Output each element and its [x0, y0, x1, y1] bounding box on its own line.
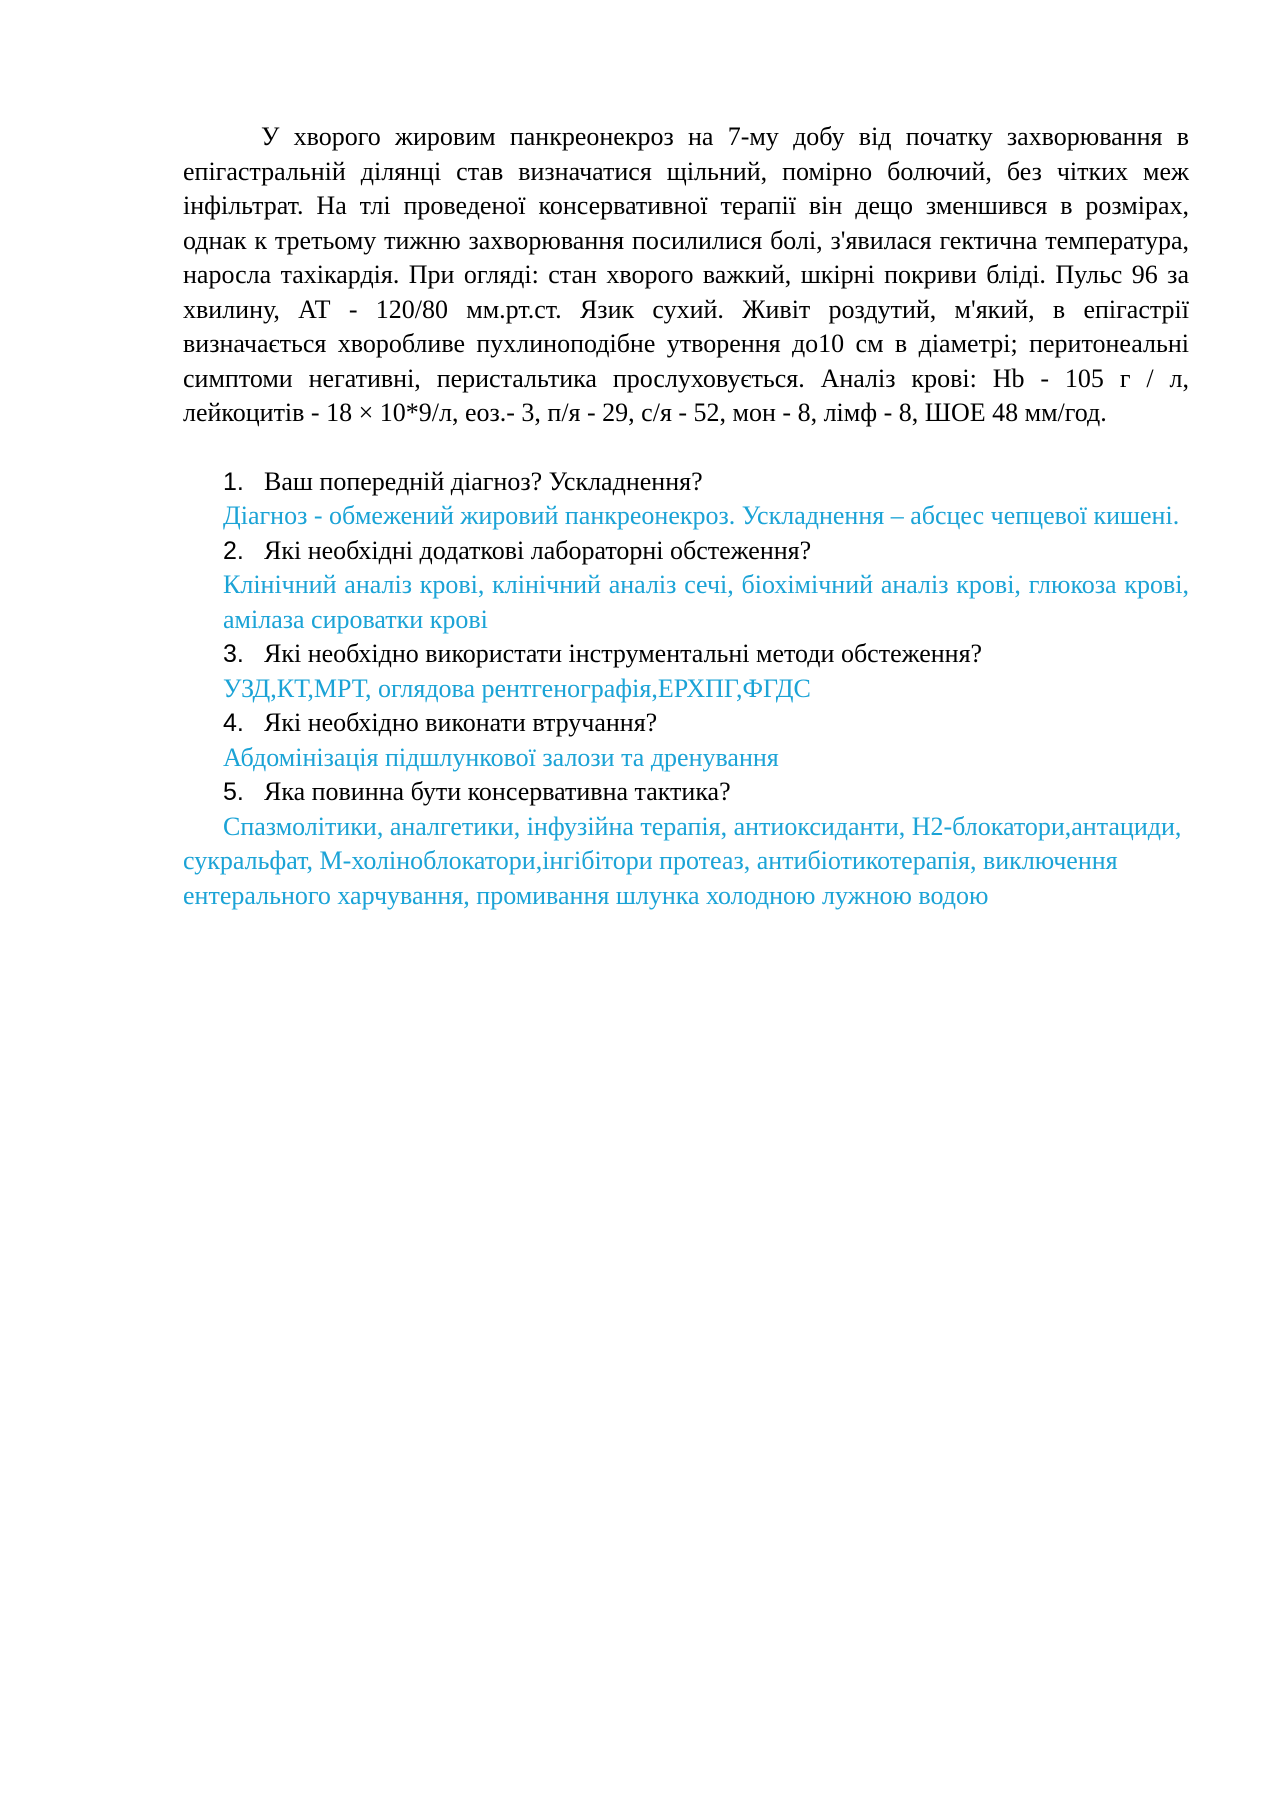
- question-5: [223, 775, 1189, 810]
- answer-3: УЗД,КТ,МРТ, оглядова рентгенографія,ЕРХПГ,ФГДС: [223, 673, 811, 703]
- question-item-3: [183, 637, 1189, 706]
- document-page: [183, 120, 1189, 913]
- question-text: Які необхідно використати інструментальні методи обстеження?: [264, 639, 983, 668]
- question-text: Які необхідні додаткові лабораторні обстеження?: [264, 535, 812, 565]
- question-text: Які необхідно виконати втручання?: [264, 708, 658, 737]
- answer-5: Спазмолітики, аналгетики, інфузійна терапія, антиоксиданти, Н2-блокатори,антациди, сукральфат, М-холіноблокатори,інгібітори протеаз, антибіотикотерапія, виключення ентерального харчування, промивання шлунка холодною лужною водою: [183, 811, 1182, 910]
- question-number: 4.: [223, 709, 244, 737]
- question-item-2: [183, 534, 1189, 638]
- question-item-5: [183, 775, 1189, 913]
- answer-1: Діагноз - обмежений жировий панкреонекроз. Ускладнення – абсцес чепцевої кишені.: [223, 501, 1180, 530]
- question-number: 5.: [223, 778, 244, 806]
- question-list: [183, 465, 1189, 914]
- answer-4: Абдомінізація підшлункової залози та дренування: [223, 742, 779, 772]
- question-2: [223, 534, 1189, 569]
- question-number: 1.: [223, 467, 244, 496]
- question-4: [223, 706, 1189, 741]
- question-1: [223, 465, 1189, 500]
- question-text: Яка повинна бути консервативна тактика?: [264, 777, 731, 806]
- answer-2: Клінічний аналіз крові, клінічний аналіз сечі, біохімічний аналіз крові, глюкоза крові, амілаза сироватки крові: [223, 570, 1189, 634]
- question-item-4: [183, 706, 1189, 775]
- question-number: 2.: [223, 536, 244, 565]
- case-description: У хворого жировим панкреонекроз на 7-му добу від початку захворювання в епігастральній ділянці став визначатися щільний, помірно болючий, без чітких меж інфільтрат. На тлі проведеної консервативної терапії він дещо зменшився в розмірах, однак к третьому тижню захворювання посилилися болі, з'явилася гектична температура, наросла тахікардія. При огляді: стан хворого важкий, шкірні покриви бліді. Пульс 96 за хвилину, АТ - 120/80 мм.рт.ст. Язик сухий. Живіт роздутий, м'який, в епігастрії визначається хворобливе пухлиноподібне утворення до10 см в діаметрі; перитонеальні симптоми негативні, перистальтика прослуховується. Аналіз крові: Hb - 105 г / л, лейкоцитів - 18 × 10*9/л, еоз.- 3, п/я - 29, с/я - 52, мон - 8, лімф - 8, ШОЕ 48 мм/год.: [183, 122, 1189, 427]
- question-number: 3.: [223, 640, 244, 668]
- question-text: Ваш попередній діагноз? Ускладнення?: [264, 466, 703, 496]
- question-3: [223, 637, 1189, 672]
- question-item-1: [183, 465, 1189, 534]
